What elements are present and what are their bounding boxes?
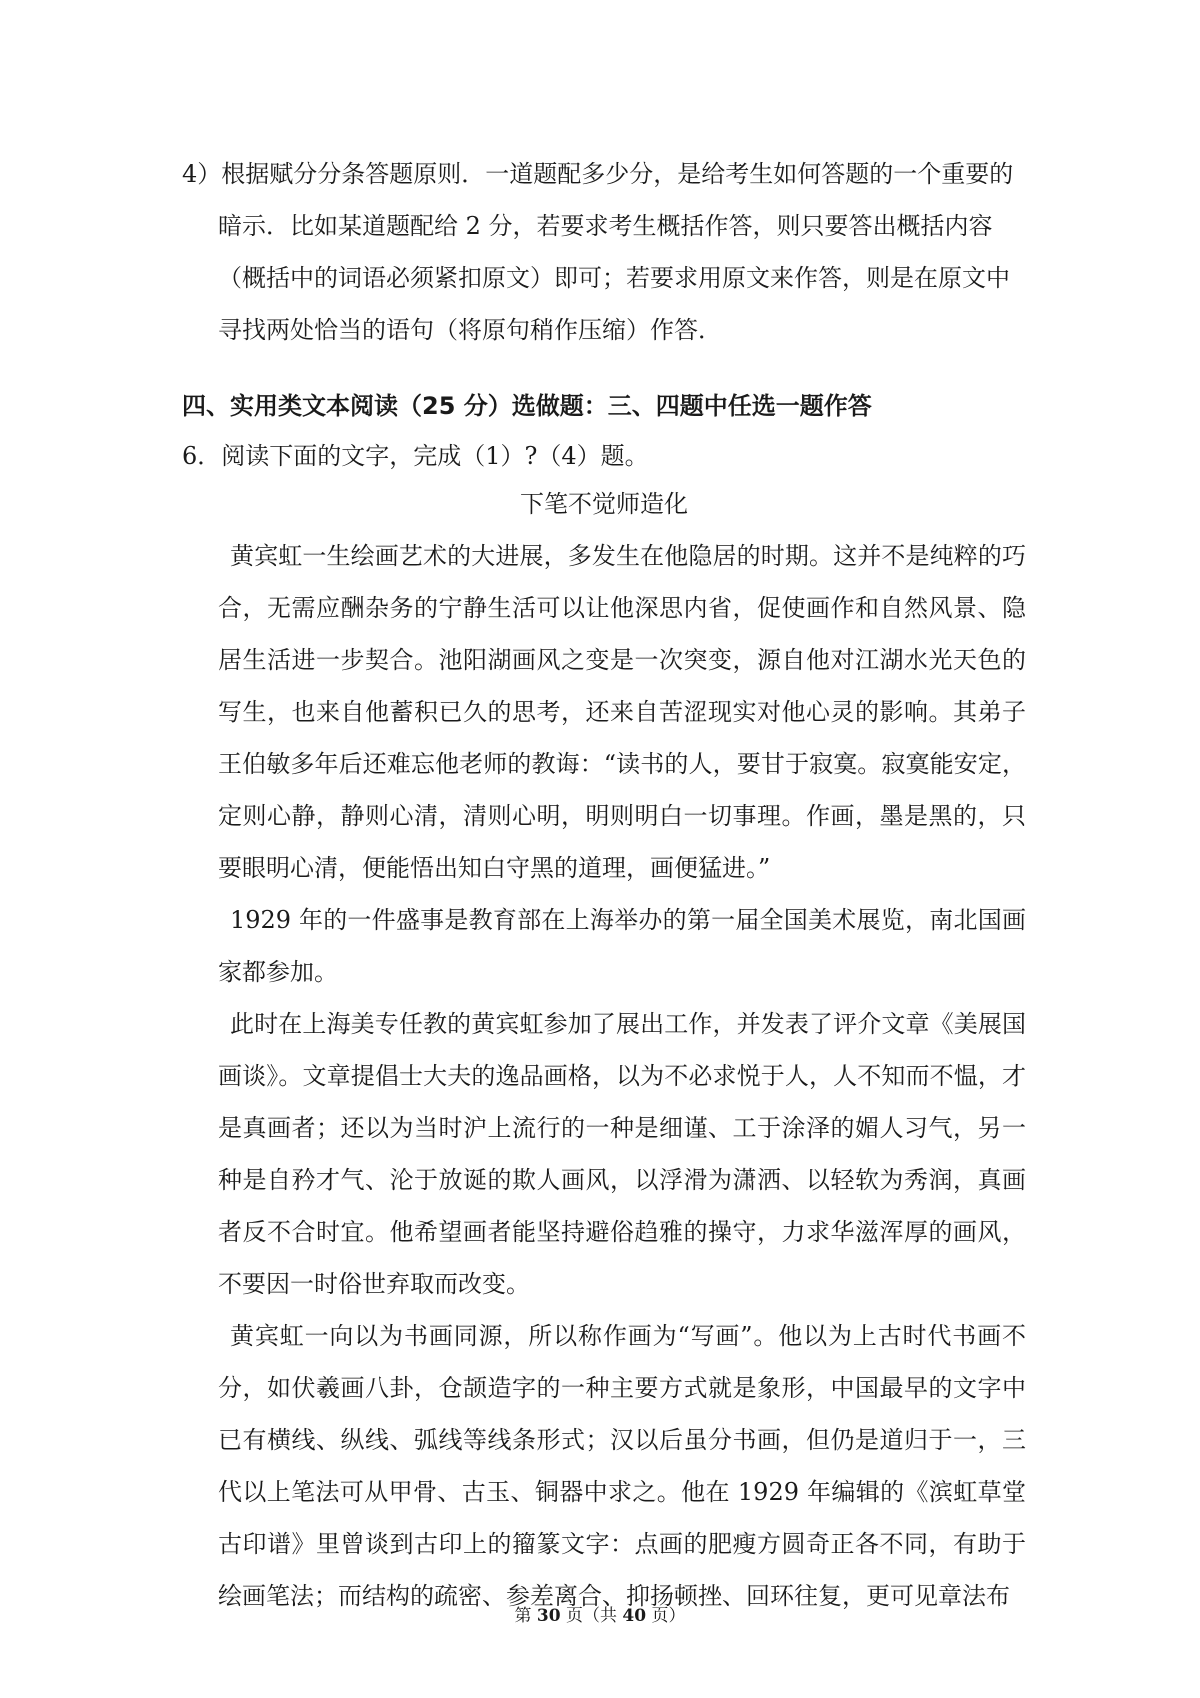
article-title: 下笔不觉师造化 — [520, 490, 688, 518]
footer-middle: 页（共 — [560, 1606, 623, 1626]
article-paragraph: 黄宾虹一生绘画艺术的大进展，多发生在他隐居的时期。这并不是纯粹的巧合，无需应酬杂务的宁静生活可以让他深思内省，促使画作和自然风景、隐居生活进一步契合。池阳湖画风之变是一次突变，源自他对江湖水光天色的写生，也来自他蓄积已久的思考，还来自苦涩现实对他心灵的影响。其弟子王伯敏多年后还难忘他老师的教诲：“读书的人，要甘于寂寞。寂寞能安定，定则心静，静则心清，清则心明，明则明白一切事理。作画，墨是黑的，只要眼明心清，便能悟出知白守黑的道理，画便猛进。” — [218, 542, 1026, 882]
footer-total-pages: 40 — [622, 1606, 647, 1626]
answer-tip-4-first-line: 4）根据赋分分条答题原则．一道题配多少分，是给考生如何答题的一个重要的 — [182, 160, 1014, 188]
article-paragraph: 1929 年的一件盛事是教育部在上海举办的第一届全国美术展览，南北国画家都参加。 — [218, 906, 1026, 986]
article-paragraph: 黄宾虹一向以为书画同源，所以称作画为“写画”。他以为上古时代书画不分，如伏羲画八卦，仓颉造字的一种主要方式就是象形，中国最早的文字中已有横线、纵线、弧线等线条形式；汉以后虽分书画，但仍是道归于一，三代以上笔法可从甲骨、古玉、铜器中求之。他在 1929 年编辑的《滨虹草堂古印谱》里曾谈到古印上的籀篆文字：点画的肥瘦方圆奇正各不同，有助于绘画笔法；而结构的疏密、参差离合、抑扬顿挫、回环往复，更可见章法布 — [218, 1322, 1026, 1610]
footer-prefix: 第 — [514, 1606, 537, 1626]
article-paragraph: 此时在上海美专任教的黄宾虹参加了展出工作，并发表了评介文章《美展国画谈》。文章提倡士大夫的逸品画格，以为不必求悦于人，人不知而不愠，才是真画者；还以为当时沪上流行的一种是细谨、工于涂泽的媚人习气，另一种是自矜才气、沦于放诞的欺人画风，以浮滑为潇洒、以轻软为秀润，真画者反不合时宜。他希望画者能坚持避俗趋雅的操守，力求华滋浑厚的画风，不要因一时俗世弃取而改变。 — [218, 1010, 1026, 1298]
footer-page-number: 30 — [536, 1606, 561, 1626]
article-body — [218, 530, 1026, 1622]
section-heading: 四、实用类文本阅读（25 分）选做题：三、四题中任选一题作答 — [182, 392, 872, 420]
footer-suffix: 页） — [646, 1606, 686, 1626]
page-footer — [0, 1604, 1200, 1628]
question-prompt: 6．阅读下面的文字，完成（1）?（4）题。 — [182, 442, 649, 470]
answer-tip-4-continuation: 暗示．比如某道题配给 2 分，若要求考生概括作答，则只要答出概括内容（概括中的词语必须紧扣原文）即可；若要求用原文来作答，则是在原文中寻找两处恰当的语句（将原句稍作压缩）作答． — [218, 212, 1010, 344]
answer-tip-4 — [182, 148, 1026, 356]
